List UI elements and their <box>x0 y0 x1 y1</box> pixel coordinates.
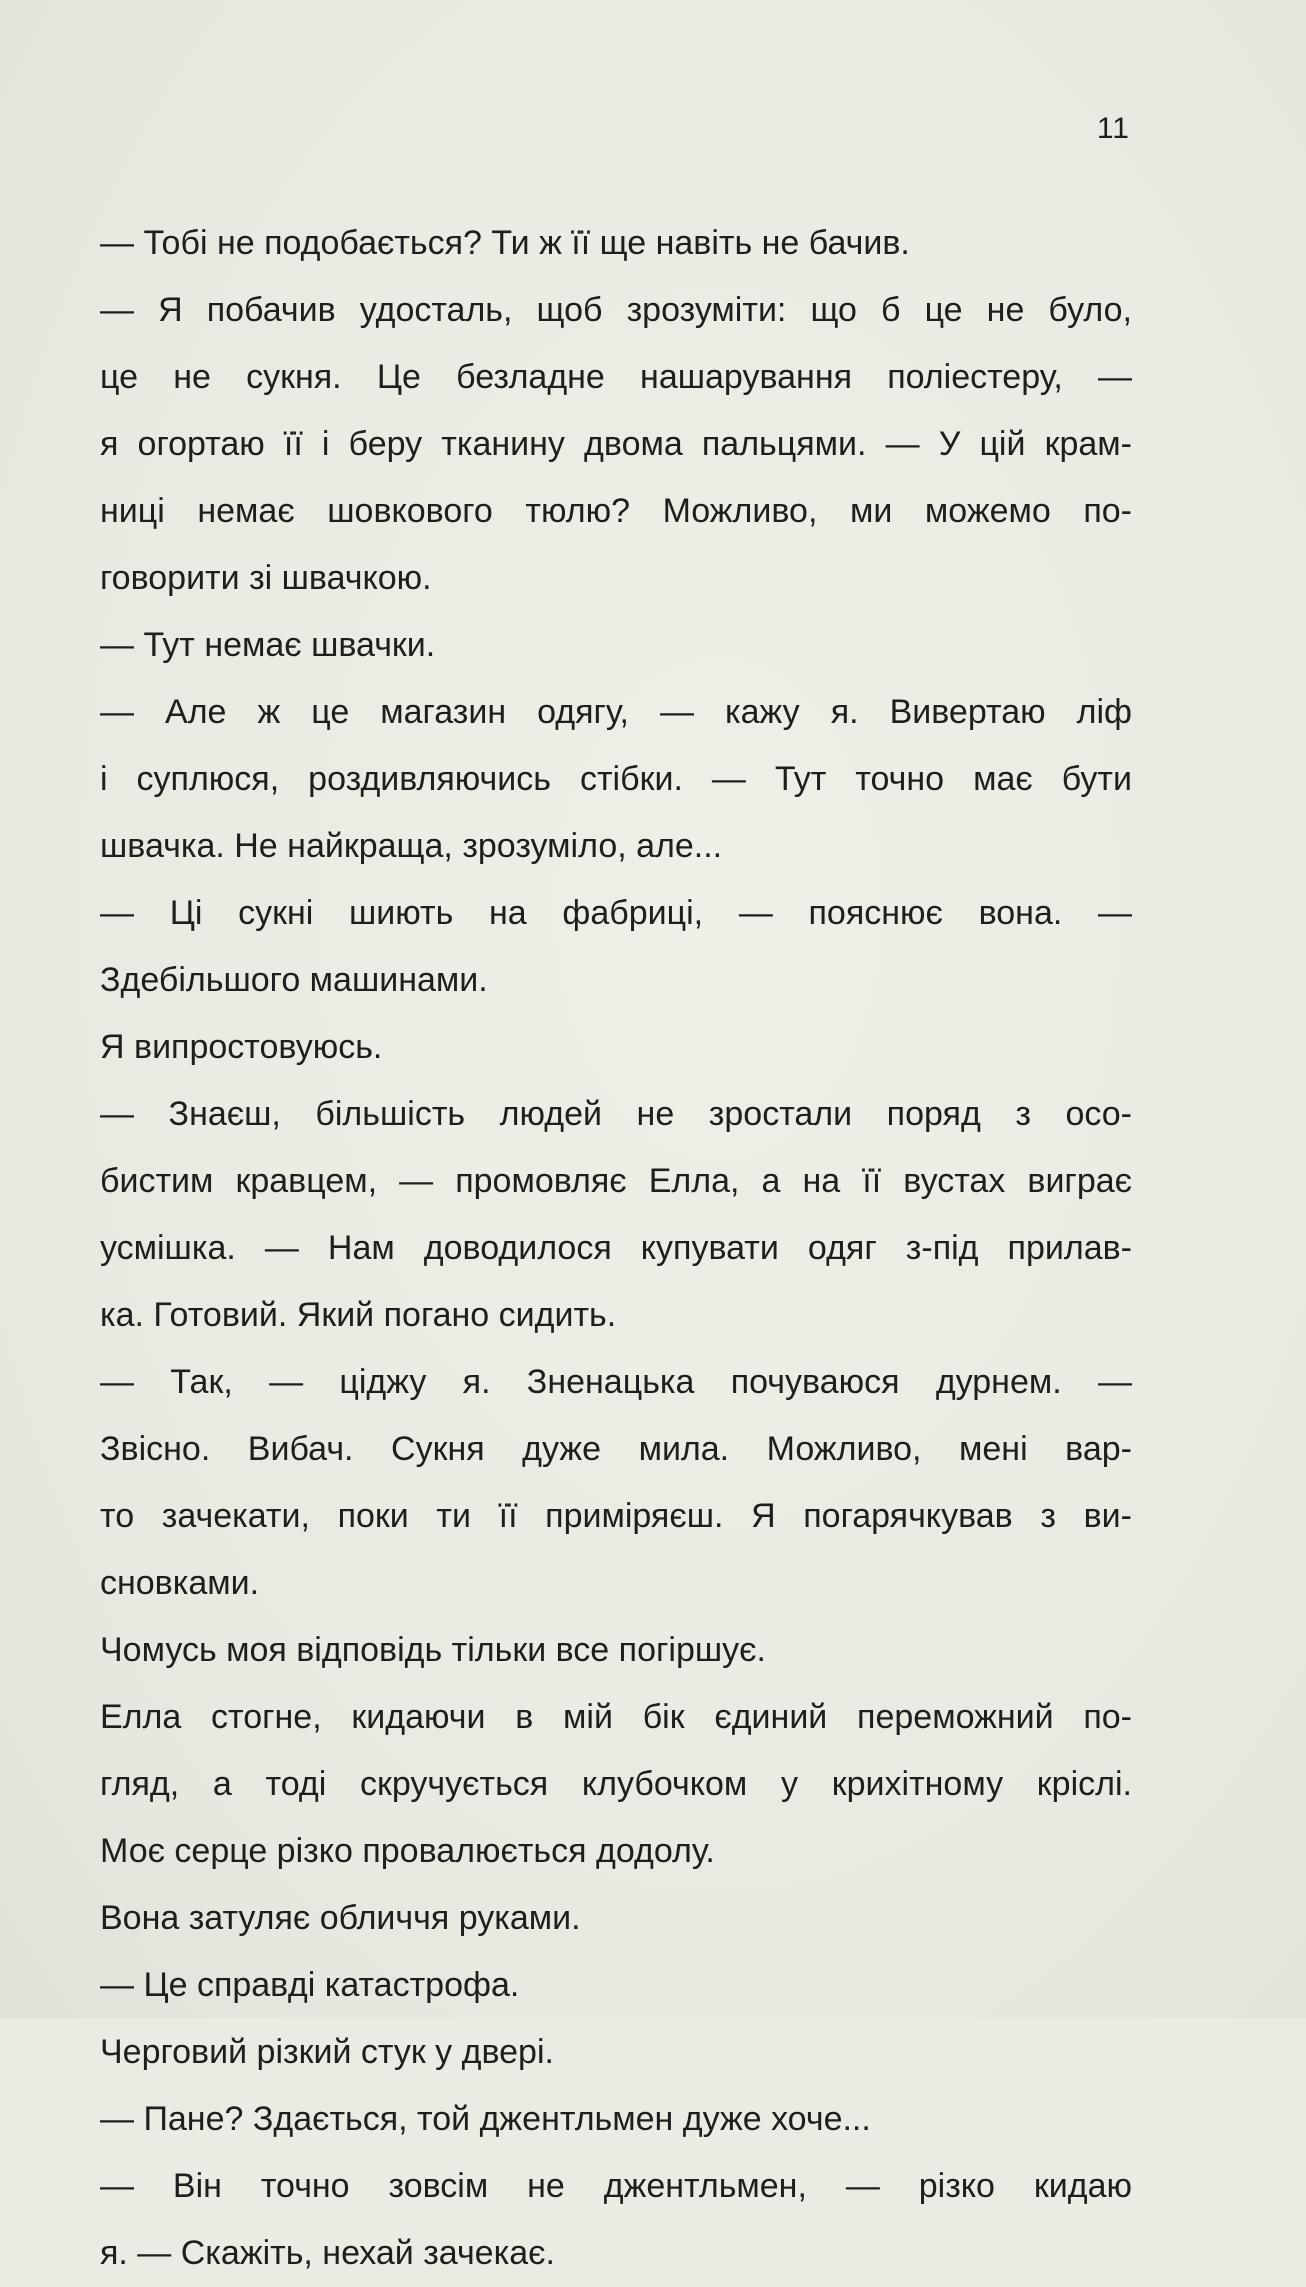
text-line: — Знаєш, більшість людей не зростали поряд з осо- <box>100 1095 1132 1133</box>
text-line: Моє серце різко провалюється додолу. <box>100 1832 715 1870</box>
body-text <box>100 210 1132 2287</box>
text-line: це не сукня. Це безладне нашарування поліестеру, — <box>100 358 1132 396</box>
text-line: — Він точно зовсім не джентльмен, — різко кидаю <box>100 2167 1132 2205</box>
text-line: і суплюся, роздивляючись стібки. — Тут точно має бути <box>100 760 1132 798</box>
text-line: — Це справді катастрофа. <box>100 1966 520 2004</box>
text-line: усмішка. — Нам доводилося купувати одяг з-під прилав- <box>100 1229 1132 1267</box>
text-line: то зачекати, поки ти її приміряєш. Я погарячкував з ви- <box>100 1497 1132 1535</box>
text-line: ка. Готовий. Який погано сидить. <box>100 1296 617 1334</box>
text-line: сновками. <box>100 1564 260 1602</box>
text-line: Я випростовуюсь. <box>100 1028 383 1066</box>
text-line: — Так, — ціджу я. Зненацька почуваюся дурнем. — <box>100 1363 1132 1401</box>
text-line: Звісно. Вибач. Сукня дуже мила. Можливо, мені вар- <box>100 1430 1132 1468</box>
text-line: Вона затуляє обличчя руками. <box>100 1899 581 1937</box>
text-line: Чомусь моя відповідь тільки все погіршує. <box>100 1631 766 1669</box>
text-line: — Тобі не подобається? Ти ж її ще навіть не бачив. <box>100 224 910 262</box>
text-line: говорити зі швачкою. <box>100 559 432 597</box>
text-line: Черговий різкий стук у двері. <box>100 2033 554 2071</box>
text-line: — Пане? Здається, той джентльмен дуже хоче... <box>100 2100 871 2138</box>
text-line: — Але ж це магазин одягу, — кажу я. Вивертаю ліф <box>100 693 1132 731</box>
text-line: я. — Скажіть, нехай зачекає. <box>100 2234 555 2272</box>
text-line: швачка. Не найкраща, зрозуміло, але... <box>100 827 723 865</box>
text-line: — Тут немає швачки. <box>100 626 436 664</box>
text-line: Здебільшого машинами. <box>100 961 488 999</box>
page-number: 11 <box>1096 112 1130 145</box>
text-line: я огортаю її і беру тканину двома пальцями. — У цій крам- <box>100 425 1132 463</box>
text-line: Елла стогне, кидаючи в мій бік єдиний переможний по- <box>100 1698 1132 1736</box>
text-line: бистим кравцем, — промовляє Елла, а на її вустах виграє <box>100 1162 1132 1200</box>
text-line: гляд, а тоді скручується клубочком у крихітному кріслі. <box>100 1765 1132 1803</box>
text-line: — Ці сукні шиють на фабриці, — пояснює вона. — <box>100 894 1132 932</box>
text-line: — Я побачив удосталь, щоб зрозуміти: що б це не було, <box>100 291 1132 329</box>
text-line: ниці немає шовкового тюлю? Можливо, ми можемо по- <box>100 492 1132 530</box>
